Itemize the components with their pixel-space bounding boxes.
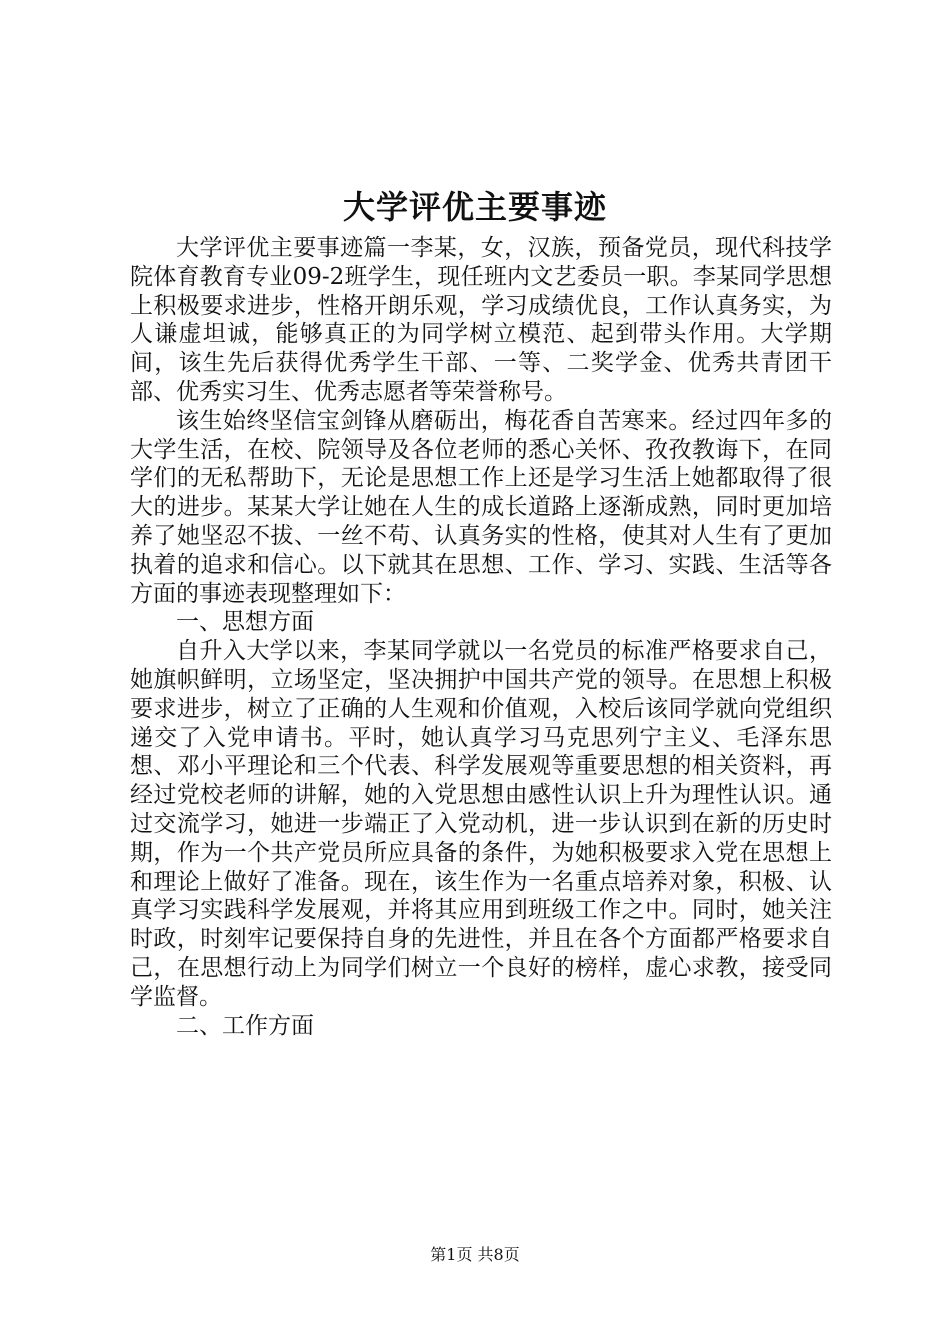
section-heading-thought: 一、思想方面: [176, 609, 314, 636]
paragraph-thought: 自升入大学以来，李某同学就以一名党员的标准严格要求自己，她旗帜鲜明，立场坚定，坚决拥护中国共产党的领导。在思想上积极要求进步，树立了正确的人生观和价值观，入校后该同学就向党组织递交了入党申请书。平时，她认真学习马克思列宁主义、毛泽东思想、邓小平理论和三个代表、科学发展观等重要思想的相关资料，再经过党校老师的讲解，她的入党思想由感性认识上升为理性认识。通过交流学习，她进一步端正了入党动机，进一步认识到在新的历史时期，作为一个共产党员所应具备的条件，为她积极要求入党在思想上和理论上做好了准备。现在，该生作为一名重点培养对象，积极、认真学习实践科学发展观，并将其应用到班级工作之中。同时，她关注时政，时刻牢记要保持自身的先进性，并且在各个方面都严格要求自己，在思想行动上为同学们树立一个良好的榜样，虚心求教，接受同学监督。: [130, 638, 832, 1010]
paragraph-intro: 大学评优主要事迹篇一李某，女，汉族，预备党员，现代科技学院体育教育专业09-2班学生，现任班内文艺委员一职。李某同学思想上积极要求进步，性格开朗乐观，学习成绩优良，工作认真务实，为人谦虚坦诚，能够真正的为同学树立模范、起到带头作用。大学期间，该生先后获得优秀学生干部、一等、二奖学金、优秀共青团干部、优秀实习生、优秀志愿者等荣誉称号。: [130, 235, 832, 405]
document-title: 大学评优主要事迹: [342, 188, 607, 226]
paragraph-summary: 该生始终坚信宝剑锋从磨砺出，梅花香自苦寒来。经过四年多的大学生活，在校、院领导及各位老师的悉心关怀、孜孜教诲下，在同学们的无私帮助下，无论是思想工作上还是学习生活上她都取得了很大的进步。某某大学让她在人生的成长道路上逐渐成熟，同时更加培养了她坚忍不拔、一丝不苟、认真务实的性格，使其对人生有了更加执着的追求和信心。以下就其在思想、工作、学习、实践、生活等各方面的事迹表现整理如下：: [130, 407, 832, 607]
section-heading-work: 二、工作方面: [176, 1012, 314, 1039]
page-footer: 第1页 共8页: [430, 1245, 520, 1264]
document-body: [130, 234, 832, 1040]
